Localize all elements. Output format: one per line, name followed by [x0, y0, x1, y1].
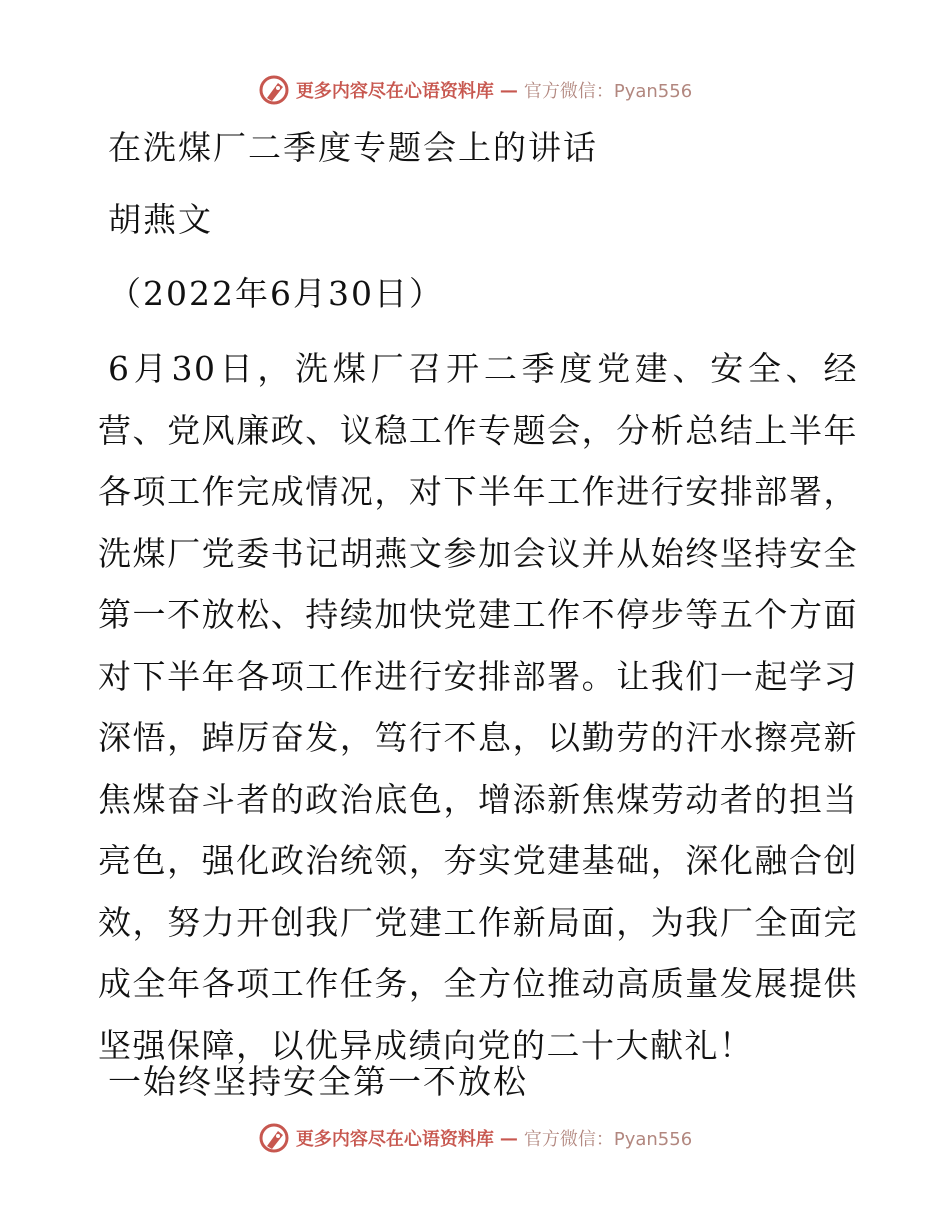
- watermark-wechat-text: 官方微信：Pyan556: [523, 1129, 693, 1150]
- footer-watermark-banner: [0, 1118, 950, 1158]
- watermark-brand-text: 更多内容尽在心语资料库: [295, 1129, 494, 1150]
- watermark-separator: —: [499, 79, 518, 101]
- body-paragraph: 6月30日，洗煤厂召开二季度党建、安全、经营、党风廉政、议稳工作专题会，分析总结上半年各项工作完成情况，对下半年工作进行安排部署，洗煤厂党委书记胡燕文参加会议并从始终坚持安全第一不放松、持续加快党建工作不停步等五个方面对下半年各项工作进行安排部署。让我们一起学习深悟，踔厉奋发，笃行不息，以勤劳的汗水擦亮新焦煤奋斗者的政治底色，增添新焦煤劳动者的担当亮色，强化政治统领，夯实党建基础，深化融合创效，努力开创我厂党建工作新局面，为我厂全面完成全年各项工作任务，全方位推动高质量发展提供坚强保障，以优异成绩向党的二十大献礼！: [98, 349, 858, 1065]
- header-watermark-banner: [0, 70, 950, 110]
- section-heading: 一始终坚持安全第一不放松: [108, 1062, 528, 1101]
- pen-nib-logo-icon: [258, 74, 290, 106]
- watermark-wechat-text: 官方微信：Pyan556: [523, 81, 693, 102]
- pen-nib-logo-icon: [258, 1122, 290, 1154]
- watermark-brand-text: 更多内容尽在心语资料库: [295, 81, 494, 102]
- document-author: 胡燕文: [108, 200, 213, 239]
- document-date: （2022年6月30日）: [108, 274, 444, 313]
- watermark-separator: —: [499, 1127, 518, 1149]
- document-title: 在洗煤厂二季度专题会上的讲话: [108, 128, 598, 167]
